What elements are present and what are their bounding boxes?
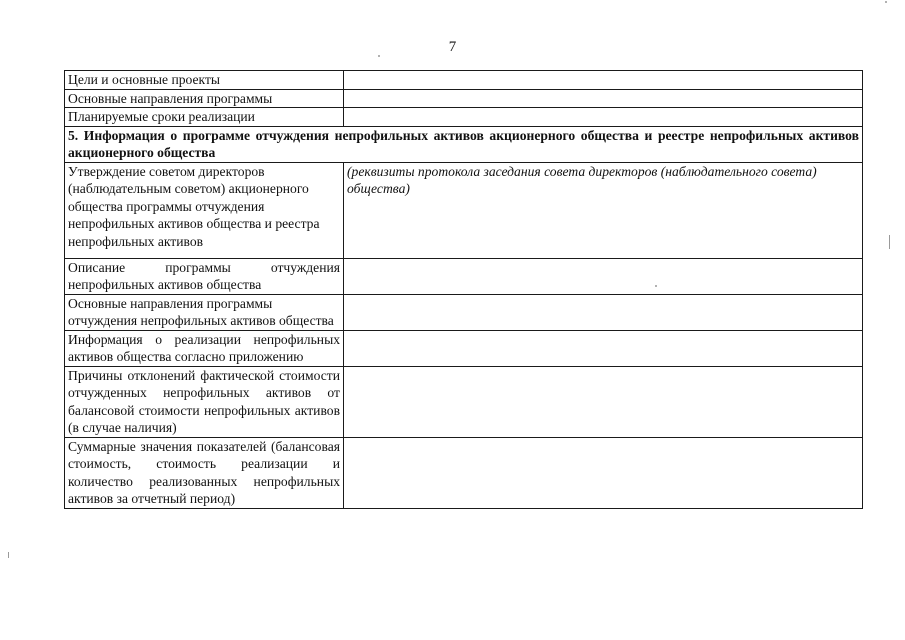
row-label: Цели и основные проекты xyxy=(68,72,221,87)
row-label-cell xyxy=(65,162,344,258)
row-value-cell xyxy=(344,89,863,108)
row-value-cell xyxy=(344,366,863,437)
row-label: Основные направления программы отчуждения непрофильных активов общества xyxy=(68,295,334,328)
section-header-row xyxy=(65,126,863,162)
row-label-cell xyxy=(65,108,344,127)
table-row xyxy=(65,89,863,108)
row-label-cell xyxy=(65,71,344,90)
scan-speck xyxy=(885,1,887,3)
row-value-cell xyxy=(344,330,863,366)
row-label: Суммарные значения показателей (балансовая стоимость, стоимость реализации и количество реализованных непрофильных активов за отчетный период) xyxy=(68,438,340,506)
row-label-cell xyxy=(65,366,344,437)
page-number: 7 xyxy=(448,39,457,55)
row-value-cell xyxy=(344,108,863,127)
table-row xyxy=(65,162,863,258)
table-row xyxy=(65,108,863,127)
row-label: Основные направления программы xyxy=(68,90,273,106)
row-value-cell xyxy=(344,294,863,330)
row-label: Описание программы отчуждения непрофильных активов общества xyxy=(68,259,340,292)
row-value-cell xyxy=(344,71,863,90)
table-row xyxy=(65,366,863,437)
table-row xyxy=(65,258,863,294)
row-label-cell xyxy=(65,89,344,108)
table-row xyxy=(65,437,863,508)
row-value-cell xyxy=(344,162,863,258)
scan-speck xyxy=(889,235,890,249)
row-value-cell xyxy=(344,437,863,508)
scan-speck xyxy=(8,552,9,558)
row-label: Информация о реализации непрофильных активов общества согласно приложению xyxy=(68,331,340,364)
row-label-cell xyxy=(65,330,344,366)
table-row xyxy=(65,330,863,366)
row-value-cell xyxy=(344,258,863,294)
row-label: Причины отклонений фактической стоимости отчужденных непрофильных активов от балансовой стоимости непрофильных активов (в случае наличия) xyxy=(68,367,340,435)
row-label: Утверждение советом директоров (наблюдательным советом) акционерного общества программы отчуждения непрофильных активов общества и реестра непрофильных активов xyxy=(68,163,320,249)
row-label-cell xyxy=(65,294,344,330)
scan-speck xyxy=(378,55,380,57)
info-table xyxy=(64,70,863,509)
row-label-cell xyxy=(65,258,344,294)
row-label-cell xyxy=(65,437,344,508)
table-row xyxy=(65,294,863,330)
section-5-title: 5. Информация о программе отчуждения непрофильных активов акционерного общества и реестре непрофильных активов акционерного общества xyxy=(65,126,863,162)
row-label: Планируемые сроки реализации xyxy=(68,109,255,124)
row-value: (реквизиты протокола заседания совета директоров (наблюдательного совета) общества) xyxy=(347,163,817,196)
scan-speck xyxy=(655,285,657,287)
table-row xyxy=(65,71,863,90)
